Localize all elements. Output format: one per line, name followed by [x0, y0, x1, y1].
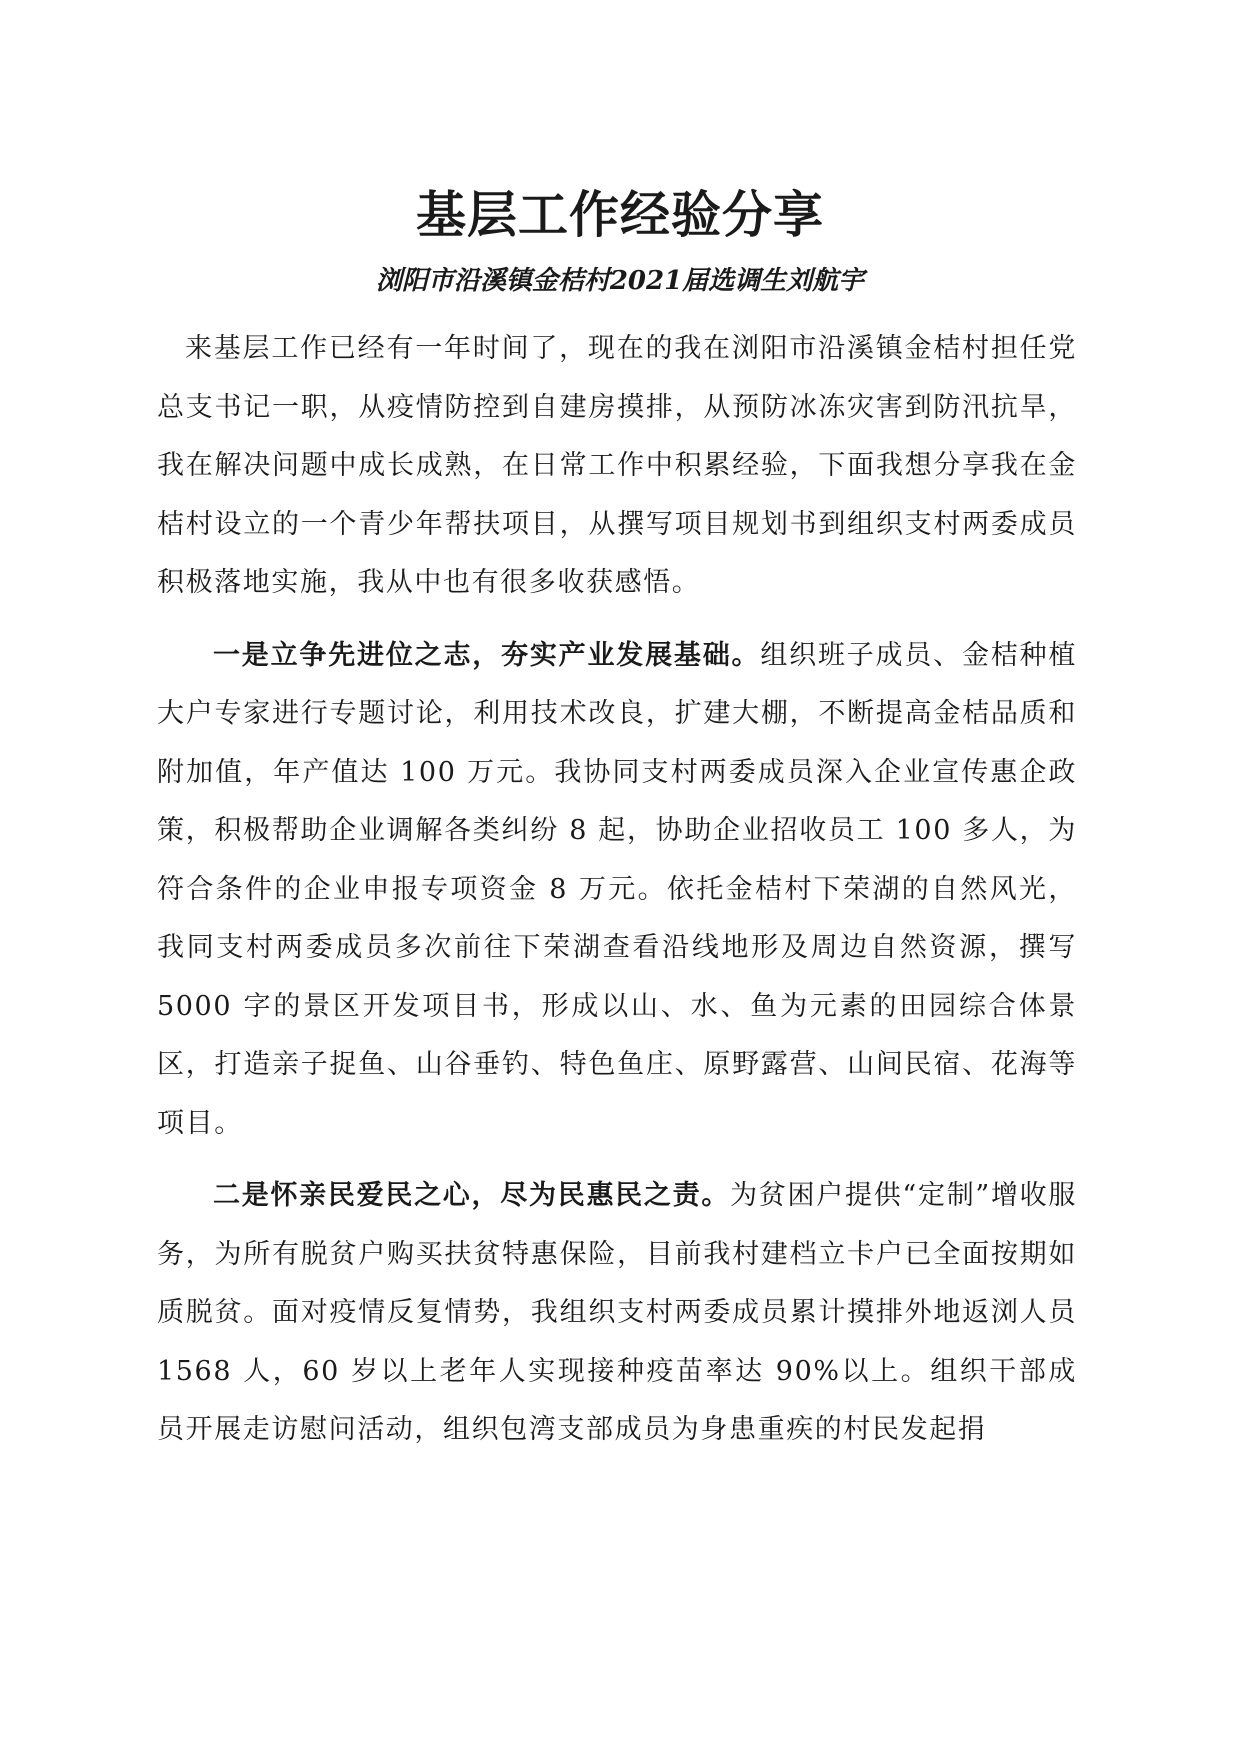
paragraph-lead: 二是怀亲民爱民之心，尽为民惠民之责。: [213, 1180, 731, 1211]
document-body: [157, 320, 1077, 1474]
paragraph-people: [157, 1167, 1077, 1460]
paragraph-text: 为贫困户提供“定制”增收服务，为所有脱贫户购买扶贫特惠保险，目前我村建档立卡户已全面按期如质脱贫。面对疫情反复情势，我组织支村两委成员累计摸排外地返浏人员 1568 人，60 岁以上老年人实现接种疫苗率达 90%以上。组织干部成员开展走访慰问活动，组织包湾支部成员为身患重疾的村民发起捐: [157, 1180, 1077, 1445]
document-title: 基层工作经验分享: [416, 186, 824, 244]
paragraph-industry: [157, 627, 1077, 1154]
paragraph-intro: [157, 320, 1077, 613]
document-subtitle: 浏阳市沿溪镇金桔村2021届选调生刘航宇: [375, 266, 865, 296]
paragraph-lead: 一是立争先进位之志，夯实产业发展基础。: [213, 639, 761, 671]
paragraph-text: 组织班子成员、金桔种植大户专家进行专题讨论，利用技术改良，扩建大棚，不断提高金桔品质和附加值，年产值达 100 万元。我协同支村两委成员深入企业宣传惠企政策，积极帮助企业调解各类纠纷 8 起，协助企业招收员工 100 多人，为符合条件的企业申报专项资金 8 万元。依托金桔村下荣湖的自然风光，我同支村两委成员多次前往下荣湖查看沿线地形及周边自然资源，撰写 5000 字的景区开发项目书，形成以山、水、鱼为元素的田园综合体景区，打造亲子捉鱼、山谷垂钓、特色鱼庄、原野露营、山间民宿、花海等项目。: [157, 639, 1077, 1139]
paragraph-text: 来基层工作已经有一年时间了，现在的我在浏阳市沿溪镇金桔村担任党总支书记一职，从疫情防控到自建房摸排，从预防冰冻灾害到防汛抗旱，我在解决问题中成长成熟，在日常工作中积累经验，下面我想分享我在金桔村设立的一个青少年帮扶项目，从撰写项目规划书到组织支村两委成员积极落地实施，我从中也有很多收获感悟。: [157, 333, 1077, 598]
